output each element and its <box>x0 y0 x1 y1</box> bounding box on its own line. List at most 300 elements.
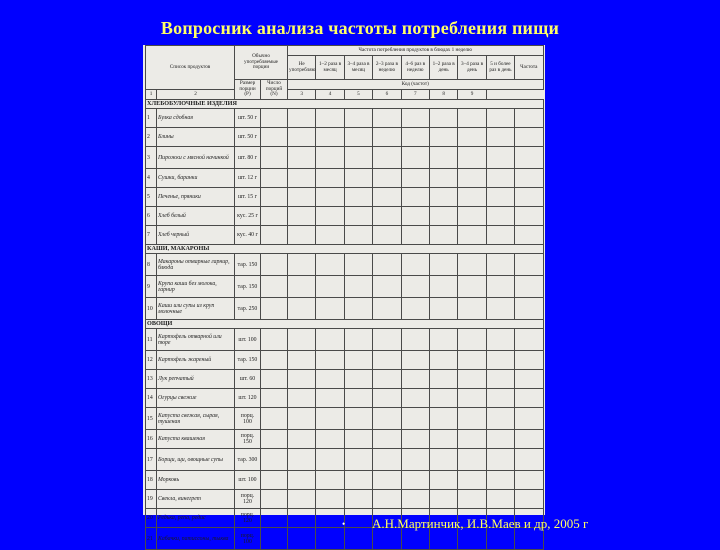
frequency-cell[interactable] <box>288 528 316 550</box>
frequency-cell[interactable] <box>344 276 372 298</box>
frequency-cell[interactable] <box>288 370 316 389</box>
portion-size: шт. 80 г <box>235 147 261 169</box>
frequency-cell[interactable] <box>429 128 457 147</box>
portion-size: тар. 150 <box>235 351 261 370</box>
frequency-cell[interactable] <box>344 169 372 188</box>
food-item-name: Морковь <box>157 471 235 490</box>
portion-size: шт. 50 г <box>235 109 261 128</box>
portion-count-cell[interactable] <box>261 471 288 490</box>
frequency-cell[interactable] <box>401 408 429 430</box>
frequency-cell[interactable] <box>486 109 514 128</box>
frequency-cell[interactable] <box>316 169 344 188</box>
frequency-cell[interactable] <box>288 147 316 169</box>
portion-count-cell[interactable] <box>261 298 288 320</box>
section-header-row <box>146 100 544 109</box>
frequency-cell[interactable] <box>344 370 372 389</box>
frequency-cell[interactable] <box>316 329 344 351</box>
portion-count-cell[interactable] <box>261 147 288 169</box>
portion-size: тар. 150 <box>235 254 261 276</box>
portion-count-cell[interactable] <box>261 276 288 298</box>
frequency-cell[interactable] <box>515 449 543 471</box>
footer-citation: А.Н.Мартинчик, И.В.Маев и др, 2005 г <box>372 516 589 531</box>
frequency-cell[interactable] <box>373 490 401 509</box>
frequency-cell[interactable] <box>288 329 316 351</box>
frequency-cell[interactable] <box>373 188 401 207</box>
frequency-cell[interactable] <box>401 449 429 471</box>
frequency-cell[interactable] <box>316 430 344 449</box>
frequency-cell[interactable] <box>401 351 429 370</box>
frequency-cell[interactable] <box>344 490 372 509</box>
row-number: 3 <box>146 147 157 169</box>
frequency-cell[interactable] <box>401 298 429 320</box>
frequency-cell[interactable] <box>373 389 401 408</box>
frequency-cell[interactable] <box>316 207 344 226</box>
food-item-name: Хлеб белый <box>157 207 235 226</box>
food-item-name: Капуста свежая, сырая, тушеная <box>157 408 235 430</box>
frequency-cell[interactable] <box>458 430 486 449</box>
portion-size: порц. 120 <box>235 509 261 528</box>
row-number: 20 <box>146 509 157 528</box>
section-header-row <box>146 320 544 329</box>
frequency-cell[interactable] <box>316 226 344 245</box>
frequency-cell[interactable] <box>401 276 429 298</box>
frequency-cell[interactable] <box>316 490 344 509</box>
frequency-cell[interactable] <box>344 254 372 276</box>
header-frequency-option: 5 и более раз в день <box>486 56 514 80</box>
portion-size: порц. 150 <box>235 430 261 449</box>
frequency-cell[interactable] <box>344 389 372 408</box>
row-number: 12 <box>146 351 157 370</box>
frequency-cell[interactable] <box>486 449 514 471</box>
frequency-cell[interactable] <box>515 329 543 351</box>
food-item-name: Борщи, щи, овощные супы <box>157 449 235 471</box>
frequency-cell[interactable] <box>486 430 514 449</box>
table-row <box>146 254 544 276</box>
row-number: 1 <box>146 109 157 128</box>
frequency-cell[interactable] <box>316 128 344 147</box>
frequency-cell[interactable] <box>373 147 401 169</box>
section-title: ХЛЕБОБУЛОЧНЫЕ ИЗДЕЛИЯ <box>146 100 544 109</box>
food-item-name: Капуста квашеная <box>157 430 235 449</box>
frequency-cell[interactable] <box>373 430 401 449</box>
footer-bullet: • <box>342 519 346 529</box>
row-number: 9 <box>146 276 157 298</box>
portion-size: шт. 120 <box>235 389 261 408</box>
frequency-cell[interactable] <box>373 471 401 490</box>
table-row <box>146 128 544 147</box>
row-number: 11 <box>146 329 157 351</box>
frequency-cell[interactable] <box>316 254 344 276</box>
header-frequency-option: 4–6 раз в неделю <box>401 56 429 80</box>
frequency-cell[interactable] <box>486 389 514 408</box>
frequency-cell[interactable] <box>458 389 486 408</box>
frequency-cell[interactable] <box>288 408 316 430</box>
frequency-cell[interactable] <box>486 207 514 226</box>
frequency-cell[interactable] <box>344 128 372 147</box>
portion-size: тар. 300 <box>235 449 261 471</box>
frequency-cell[interactable] <box>401 188 429 207</box>
header-code-row <box>146 90 544 100</box>
frequency-cell[interactable] <box>515 471 543 490</box>
frequency-cell[interactable] <box>515 226 543 245</box>
frequency-cell[interactable] <box>401 370 429 389</box>
frequency-cell[interactable] <box>316 276 344 298</box>
frequency-cell[interactable] <box>429 207 457 226</box>
frequency-cell[interactable] <box>429 449 457 471</box>
table-row <box>146 370 544 389</box>
frequency-cell[interactable] <box>515 408 543 430</box>
frequency-cell[interactable] <box>429 276 457 298</box>
food-item-name: Каши или супы из круп молочные <box>157 298 235 320</box>
frequency-cell[interactable] <box>458 490 486 509</box>
portion-size: шт. 100 <box>235 329 261 351</box>
section-title: КАШИ, МАКАРОНЫ <box>146 245 544 254</box>
frequency-cell[interactable] <box>401 128 429 147</box>
header-code-label: Код (частот) <box>288 80 544 90</box>
header-code: 3 <box>288 90 316 100</box>
food-item-name: Печенье, пряники <box>157 188 235 207</box>
frequency-cell[interactable] <box>429 188 457 207</box>
frequency-cell[interactable] <box>288 509 316 528</box>
frequency-cell[interactable] <box>316 449 344 471</box>
header-frequency-group: Частота потребления продуктов в блюдах 1 неделю <box>288 46 544 56</box>
frequency-cell[interactable] <box>458 188 486 207</box>
frequency-cell[interactable] <box>288 226 316 245</box>
portion-count-cell[interactable] <box>261 449 288 471</box>
table-row <box>146 351 544 370</box>
frequency-cell[interactable] <box>458 370 486 389</box>
food-frequency-table <box>145 45 544 550</box>
frequency-cell[interactable] <box>486 254 514 276</box>
frequency-cell[interactable] <box>515 254 543 276</box>
frequency-cell[interactable] <box>316 298 344 320</box>
frequency-cell[interactable] <box>458 147 486 169</box>
frequency-cell[interactable] <box>458 351 486 370</box>
portion-count-cell[interactable] <box>261 389 288 408</box>
header-portion-size: Размер порции (Р) <box>235 80 261 100</box>
frequency-cell[interactable] <box>401 254 429 276</box>
frequency-cell[interactable] <box>373 449 401 471</box>
frequency-cell[interactable] <box>373 128 401 147</box>
portion-count-cell[interactable] <box>261 370 288 389</box>
frequency-cell[interactable] <box>486 226 514 245</box>
table-row <box>146 329 544 351</box>
frequency-cell[interactable] <box>486 408 514 430</box>
header-code: 7 <box>401 90 429 100</box>
frequency-cell[interactable] <box>401 147 429 169</box>
portion-size: кус. 25 г <box>235 207 261 226</box>
portion-count-cell[interactable] <box>261 430 288 449</box>
frequency-cell[interactable] <box>429 351 457 370</box>
portion-count-cell[interactable] <box>261 329 288 351</box>
food-item-name: Лук репчатый <box>157 370 235 389</box>
header-code: 4 <box>316 90 344 100</box>
frequency-cell[interactable] <box>515 188 543 207</box>
row-number: 15 <box>146 408 157 430</box>
frequency-cell[interactable] <box>401 471 429 490</box>
frequency-cell[interactable] <box>288 449 316 471</box>
frequency-cell[interactable] <box>373 329 401 351</box>
frequency-cell[interactable] <box>344 298 372 320</box>
table-row <box>146 169 544 188</box>
frequency-cell[interactable] <box>429 109 457 128</box>
frequency-cell[interactable] <box>401 109 429 128</box>
frequency-cell[interactable] <box>288 351 316 370</box>
frequency-cell[interactable] <box>373 226 401 245</box>
header-code: 2 <box>157 90 235 100</box>
frequency-cell[interactable] <box>429 169 457 188</box>
portion-count-cell[interactable] <box>261 408 288 430</box>
frequency-cell[interactable] <box>486 169 514 188</box>
frequency-cell[interactable] <box>373 109 401 128</box>
table-row <box>146 430 544 449</box>
table-row <box>146 490 544 509</box>
row-number: 14 <box>146 389 157 408</box>
frequency-cell[interactable] <box>486 351 514 370</box>
frequency-cell[interactable] <box>458 408 486 430</box>
food-item-name: Кабачки, патиссоны, тыква <box>157 528 235 550</box>
frequency-cell[interactable] <box>401 169 429 188</box>
row-number: 21 <box>146 528 157 550</box>
header-frequency-option: 3–4 раза в месяц <box>344 56 372 80</box>
portion-count-cell[interactable] <box>261 188 288 207</box>
frequency-cell[interactable] <box>344 528 372 550</box>
row-number: 2 <box>146 128 157 147</box>
frequency-cell[interactable] <box>344 430 372 449</box>
frequency-cell[interactable] <box>288 254 316 276</box>
frequency-cell[interactable] <box>486 188 514 207</box>
frequency-cell[interactable] <box>316 528 344 550</box>
frequency-cell[interactable] <box>316 509 344 528</box>
frequency-cell[interactable] <box>515 298 543 320</box>
portion-count-cell[interactable] <box>261 169 288 188</box>
frequency-cell[interactable] <box>458 169 486 188</box>
frequency-cell[interactable] <box>429 430 457 449</box>
frequency-cell[interactable] <box>316 389 344 408</box>
frequency-cell[interactable] <box>373 370 401 389</box>
portion-size: шт. 100 <box>235 471 261 490</box>
frequency-cell[interactable] <box>486 298 514 320</box>
portion-count-cell[interactable] <box>261 254 288 276</box>
row-number: 8 <box>146 254 157 276</box>
frequency-cell[interactable] <box>344 509 372 528</box>
portion-size: порц. 100 <box>235 528 261 550</box>
frequency-cell[interactable] <box>401 226 429 245</box>
frequency-cell[interactable] <box>344 188 372 207</box>
frequency-cell[interactable] <box>429 490 457 509</box>
frequency-cell[interactable] <box>288 490 316 509</box>
frequency-cell[interactable] <box>458 128 486 147</box>
table-row <box>146 226 544 245</box>
frequency-cell[interactable] <box>344 109 372 128</box>
frequency-cell[interactable] <box>458 471 486 490</box>
frequency-cell[interactable] <box>344 471 372 490</box>
header-frequency-option: 2–3 раза в неделю <box>373 56 401 80</box>
frequency-cell[interactable] <box>486 471 514 490</box>
header-portion-count: Число порций (N) <box>261 80 288 100</box>
row-number: 10 <box>146 298 157 320</box>
section-header-row <box>146 245 544 254</box>
frequency-cell[interactable] <box>486 147 514 169</box>
food-item-name: Макароны отварные гарнир, блюда <box>157 254 235 276</box>
portion-count-cell[interactable] <box>261 109 288 128</box>
frequency-cell[interactable] <box>288 276 316 298</box>
frequency-cell[interactable] <box>316 351 344 370</box>
frequency-cell[interactable] <box>288 188 316 207</box>
frequency-cell[interactable] <box>288 128 316 147</box>
frequency-cell[interactable] <box>429 370 457 389</box>
row-number: 5 <box>146 188 157 207</box>
frequency-cell[interactable] <box>288 109 316 128</box>
frequency-cell[interactable] <box>515 351 543 370</box>
frequency-cell[interactable] <box>288 207 316 226</box>
frequency-cell[interactable] <box>344 226 372 245</box>
frequency-cell[interactable] <box>486 370 514 389</box>
frequency-cell[interactable] <box>515 430 543 449</box>
portion-size: шт. 50 г <box>235 128 261 147</box>
frequency-cell[interactable] <box>486 128 514 147</box>
header-portion-group: Обычно употребляемые порции <box>235 46 288 80</box>
frequency-cell[interactable] <box>486 329 514 351</box>
portion-count-cell[interactable] <box>261 351 288 370</box>
portion-count-cell[interactable] <box>261 226 288 245</box>
portion-count-cell[interactable] <box>261 207 288 226</box>
header-code: 8 <box>429 90 457 100</box>
frequency-cell[interactable] <box>515 169 543 188</box>
frequency-cell[interactable] <box>288 430 316 449</box>
portion-size: кус. 40 г <box>235 226 261 245</box>
frequency-cell[interactable] <box>401 430 429 449</box>
frequency-cell[interactable] <box>458 276 486 298</box>
frequency-cell[interactable] <box>401 389 429 408</box>
frequency-cell[interactable] <box>316 471 344 490</box>
food-item-name: Крупа каши без молока, гарнир <box>157 276 235 298</box>
frequency-cell[interactable] <box>316 188 344 207</box>
header-frequency-option: 1–2 раза в месяц <box>316 56 344 80</box>
frequency-cell[interactable] <box>515 389 543 408</box>
table-row <box>146 188 544 207</box>
frequency-cell[interactable] <box>458 207 486 226</box>
frequency-cell[interactable] <box>429 329 457 351</box>
frequency-cell[interactable] <box>429 389 457 408</box>
frequency-cell[interactable] <box>458 449 486 471</box>
frequency-cell[interactable] <box>288 169 316 188</box>
portion-size: шт. 15 г <box>235 188 261 207</box>
frequency-cell[interactable] <box>515 109 543 128</box>
food-item-name: Картофель жареный <box>157 351 235 370</box>
frequency-cell[interactable] <box>458 329 486 351</box>
table-body <box>146 100 544 550</box>
food-item-name: Сушки, баранки <box>157 169 235 188</box>
frequency-cell[interactable] <box>373 169 401 188</box>
portion-count-cell[interactable] <box>261 128 288 147</box>
row-number: 6 <box>146 207 157 226</box>
header-frequency-option: 3–4 раза в день <box>458 56 486 80</box>
frequency-cell[interactable] <box>344 329 372 351</box>
frequency-cell[interactable] <box>373 298 401 320</box>
frequency-cell[interactable] <box>458 298 486 320</box>
frequency-cell[interactable] <box>486 276 514 298</box>
header-frequency-option: Частота <box>515 56 543 80</box>
frequency-cell[interactable] <box>429 226 457 245</box>
food-item-name: Блины <box>157 128 235 147</box>
frequency-cell[interactable] <box>344 147 372 169</box>
portion-count-cell[interactable] <box>261 490 288 509</box>
frequency-cell[interactable] <box>458 254 486 276</box>
frequency-cell[interactable] <box>401 490 429 509</box>
frequency-cell[interactable] <box>288 298 316 320</box>
frequency-cell[interactable] <box>344 408 372 430</box>
portion-count-cell[interactable] <box>261 509 288 528</box>
food-item-name: Булка сдобная <box>157 109 235 128</box>
frequency-cell[interactable] <box>401 329 429 351</box>
frequency-cell[interactable] <box>344 207 372 226</box>
header-code: 1 <box>146 90 157 100</box>
frequency-cell[interactable] <box>316 109 344 128</box>
table-row <box>146 449 544 471</box>
frequency-cell[interactable] <box>515 147 543 169</box>
frequency-cell[interactable] <box>373 254 401 276</box>
food-item-name: Редька, репа, редис <box>157 509 235 528</box>
table-row <box>146 471 544 490</box>
header-products: Список продуктов <box>146 46 235 90</box>
frequency-cell[interactable] <box>373 207 401 226</box>
slide-title: Вопросник анализа частоты потребления пищи <box>160 18 560 38</box>
frequency-cell[interactable] <box>486 490 514 509</box>
portion-size: шт. 12 г <box>235 169 261 188</box>
table-row <box>146 147 544 169</box>
frequency-cell[interactable] <box>288 389 316 408</box>
portion-count-cell[interactable] <box>261 528 288 550</box>
row-number: 13 <box>146 370 157 389</box>
table-header <box>146 46 544 100</box>
frequency-cell[interactable] <box>288 471 316 490</box>
table-row <box>146 276 544 298</box>
food-item-name: Хлеб черный <box>157 226 235 245</box>
portion-size: тар. 250 <box>235 298 261 320</box>
frequency-cell[interactable] <box>515 207 543 226</box>
frequency-cell[interactable] <box>344 351 372 370</box>
portion-size: тар. 150 <box>235 276 261 298</box>
frequency-cell[interactable] <box>429 471 457 490</box>
frequency-cell[interactable] <box>429 147 457 169</box>
frequency-cell[interactable] <box>429 298 457 320</box>
frequency-cell[interactable] <box>429 408 457 430</box>
frequency-cell[interactable] <box>429 254 457 276</box>
frequency-cell[interactable] <box>401 207 429 226</box>
frequency-cell[interactable] <box>344 449 372 471</box>
food-item-name: Пирожки с мясной начинкой <box>157 147 235 169</box>
frequency-cell[interactable] <box>316 408 344 430</box>
frequency-cell[interactable] <box>458 109 486 128</box>
frequency-cell[interactable] <box>458 226 486 245</box>
frequency-cell[interactable] <box>515 276 543 298</box>
frequency-cell[interactable] <box>515 370 543 389</box>
food-item-name: Картофель отварной или пюре <box>157 329 235 351</box>
table-row <box>146 389 544 408</box>
frequency-cell[interactable] <box>316 370 344 389</box>
frequency-cell[interactable] <box>316 147 344 169</box>
section-title: ОВОЩИ <box>146 320 544 329</box>
frequency-cell[interactable] <box>515 128 543 147</box>
frequency-cell[interactable] <box>373 351 401 370</box>
table-row <box>146 109 544 128</box>
header-code: 5 <box>344 90 372 100</box>
frequency-cell[interactable] <box>373 276 401 298</box>
frequency-cell[interactable] <box>515 490 543 509</box>
frequency-cell[interactable] <box>373 408 401 430</box>
portion-size: порц. 100 <box>235 408 261 430</box>
